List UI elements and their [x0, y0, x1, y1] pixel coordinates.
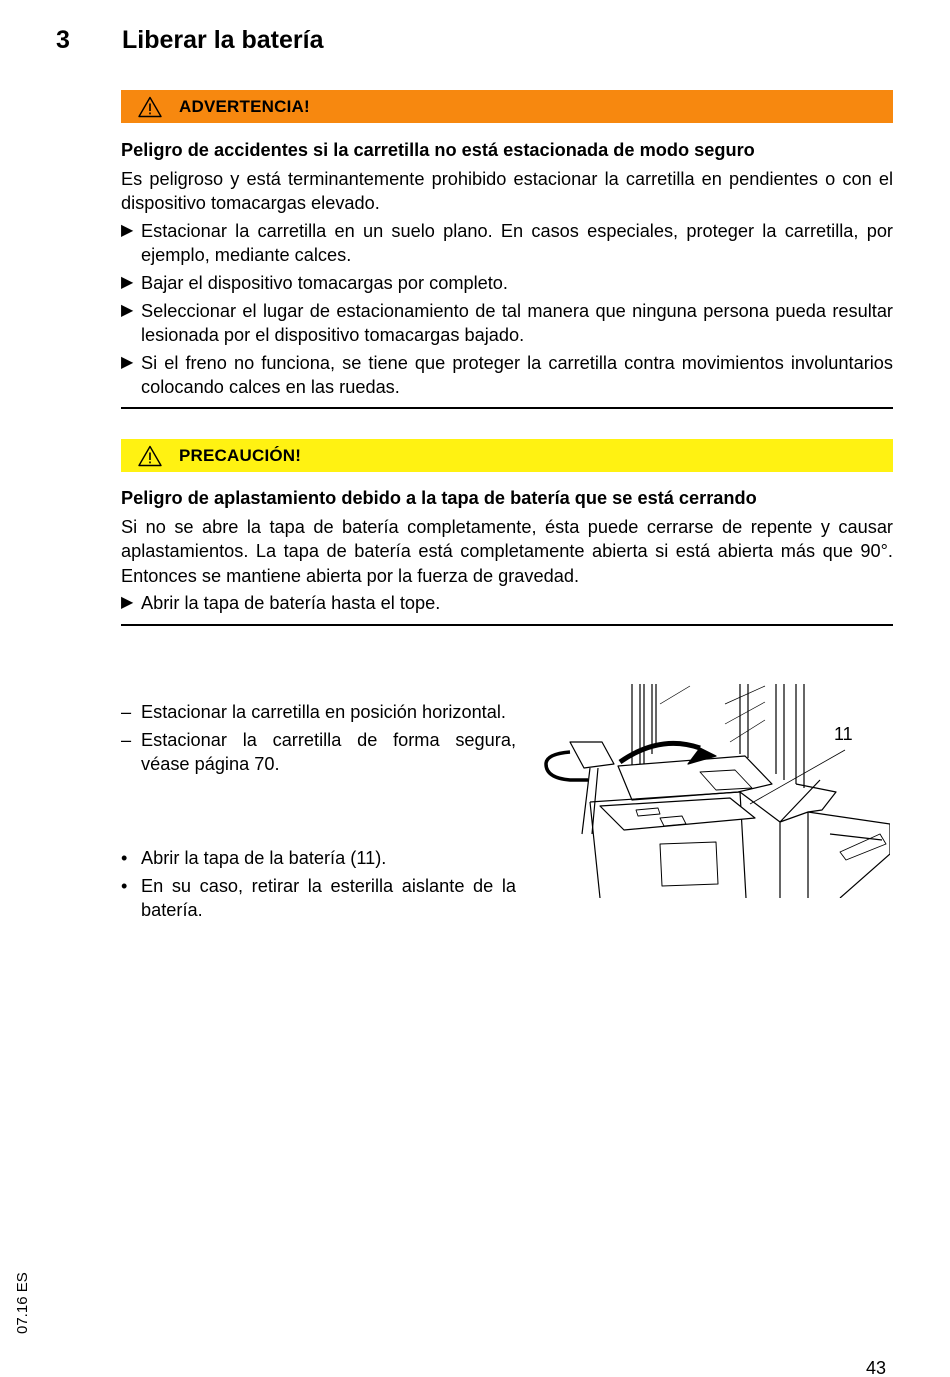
list-item: • En su caso, retirar la esterilla aislante de la batería.: [121, 874, 516, 923]
warning-body: Es peligroso y está terminantemente prohibido estacionar la carretilla en pendientes o con el dispositivo tomacargas elevado.: [121, 168, 893, 214]
caution-banner: [121, 439, 893, 472]
figure-callout-label: 11: [834, 724, 853, 744]
warning-content: [121, 138, 893, 400]
section-number: 3: [56, 26, 70, 54]
list-item: ▶ Bajar el dispositivo tomacargas por completo.: [121, 271, 893, 296]
arrow-bullet-icon: ▶: [121, 353, 134, 371]
document-code: 07.16 ES: [14, 1272, 31, 1334]
truck-battery-lid-illustration: [540, 684, 890, 898]
list-item: ▶ Si el freno no funciona, se tiene que proteger la carretilla contra movimientos involuntarios colocando calces en las ruedas.: [121, 351, 893, 400]
list-item: – Estacionar la carretilla en posición horizontal.: [121, 700, 516, 725]
arrow-bullet-icon: ▶: [121, 273, 134, 291]
divider: [121, 407, 893, 409]
caution-headline: Peligro de aplastamiento debido a la tapa de batería que se está cerrando: [121, 488, 757, 508]
list-item: ▶ Abrir la tapa de batería hasta el tope.: [121, 591, 893, 616]
dot-bullet: •: [121, 875, 128, 896]
list-item: ▶ Seleccionar el lugar de estacionamiento de tal manera que ninguna persona pueda resultar lesionada por el dispositivo tomacargas bajado.: [121, 299, 893, 348]
warning-banner: [121, 90, 893, 123]
page-title: Liberar la batería: [122, 26, 324, 54]
prerequisites-list: [121, 697, 516, 777]
procedure-list: [121, 843, 516, 923]
dash-bullet: –: [121, 729, 132, 750]
warning-triangle-icon: [121, 90, 179, 123]
divider: [121, 624, 893, 626]
caution-label: PRECAUCIÓN!: [179, 445, 302, 465]
list-item: ▶ Estacionar la carretilla en un suelo plano. En casos especiales, proteger la carretilla, por ejemplo, mediante calces.: [121, 219, 893, 268]
caution-content: [121, 486, 893, 616]
warning-triangle-icon: [121, 439, 179, 472]
arrow-bullet-icon: ▶: [121, 221, 134, 239]
list-item: – Estacionar la carretilla de forma segura, véase página 70.: [121, 728, 516, 777]
dot-bullet: •: [121, 848, 128, 868]
arrow-bullet-icon: ▶: [121, 301, 134, 319]
section-heading: [56, 26, 323, 55]
caution-body: Si no se abre la tapa de batería completamente, ésta puede cerrarse de repente y causar aplastamientos. La tapa de batería está completamente abierta si está abierta más que 90°. Entonces se mantiene abierta por la fuerza de gravedad.: [121, 516, 893, 586]
arrow-bullet-icon: ▶: [121, 594, 134, 612]
list-item: • Abrir la tapa de la batería (11).: [121, 846, 516, 871]
warning-label: ADVERTENCIA!: [179, 96, 310, 116]
dash-bullet: –: [121, 702, 132, 722]
warning-headline: Peligro de accidentes si la carretilla no está estacionada de modo seguro: [121, 140, 755, 160]
page-number: 43: [866, 1358, 887, 1377]
